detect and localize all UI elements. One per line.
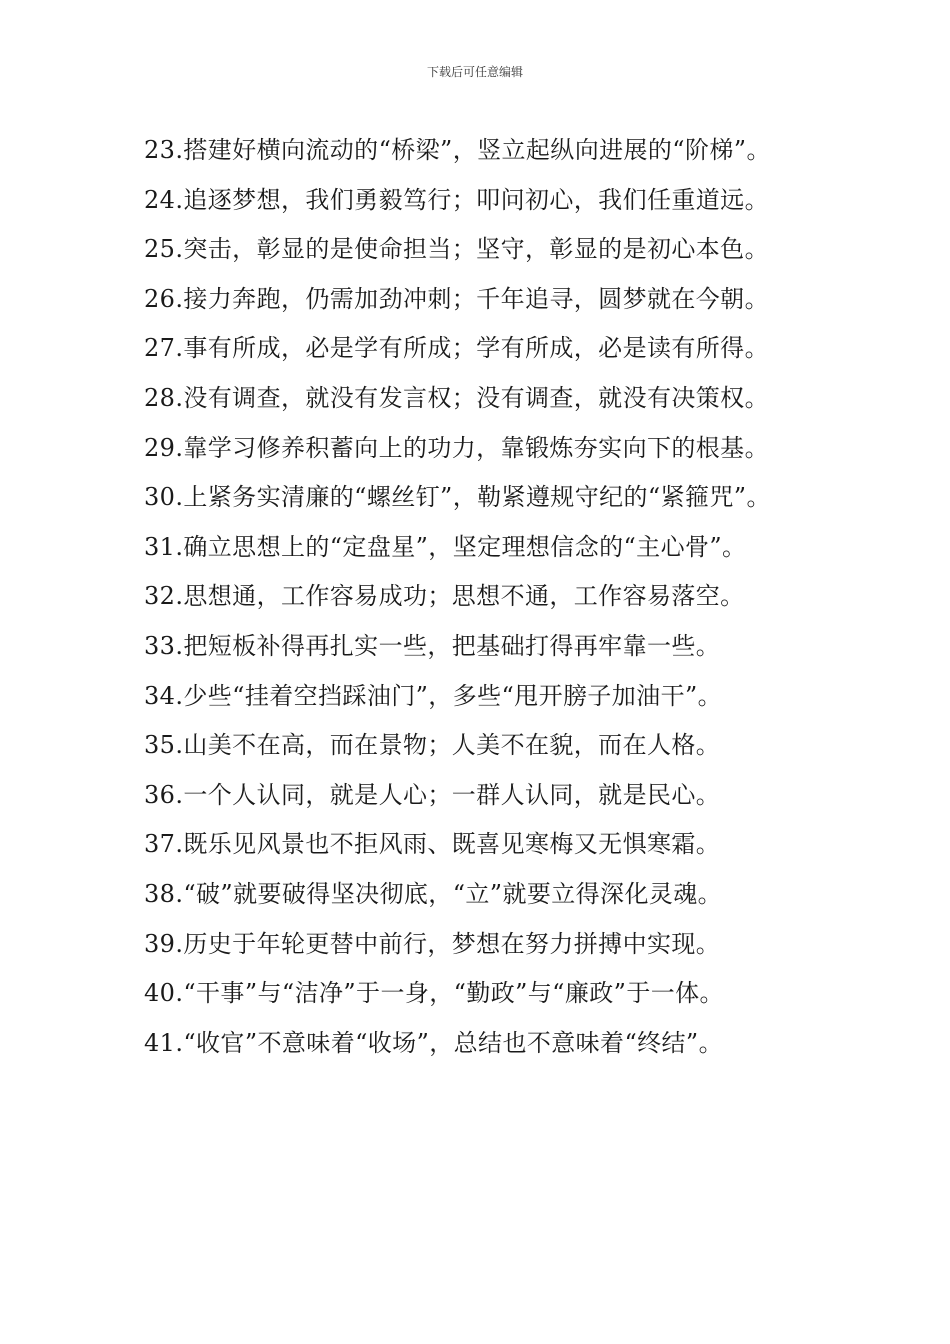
list-item: 31.确立思想上的“定盘星”，坚定理想信念的“主心骨”。	[144, 532, 747, 561]
page-header: 下载后可任意编辑	[426, 65, 523, 79]
list-item: 41.“收官”不意味着“收场”，总结也不意味着“终结”。	[144, 1028, 723, 1057]
document-body	[144, 126, 814, 1068]
list-item: 39.历史于年轮更替中前行，梦想在努力拼搏中实现。	[144, 929, 721, 958]
list-item: 26.接力奔跑，仍需加劲冲刺；千年追寻，圆梦就在今朝。	[144, 284, 769, 313]
list-item: 25.突击，彰显的是使命担当；坚守，彰显的是初心本色。	[144, 235, 769, 264]
list-item: 37.既乐见风景也不拒风雨、既喜见寒梅又无惧寒霜。	[144, 830, 721, 859]
list-item: 28.没有调查，就没有发言权；没有调查，就没有决策权。	[144, 383, 769, 412]
list-item: 30.上紧务实清廉的“螺丝钉”，勒紧遵规守纪的“紧箍咒”。	[144, 483, 771, 512]
list-item: 34.少些“挂着空挡踩油门”，多些“甩开膀子加油干”。	[144, 681, 723, 710]
list-item: 36.一个人认同，就是人心；一群人认同，就是民心。	[144, 780, 721, 809]
list-item: 23.搭建好横向流动的“桥梁”，竖立起纵向进展的“阶梯”。	[144, 136, 771, 164]
list-item: 29.靠学习修养积蓄向上的功力，靠锻炼夯实向下的根基。	[144, 433, 769, 462]
list-item: 32.思想通，工作容易成功；思想不通，工作容易落空。	[144, 582, 745, 611]
list-item: 27.事有所成，必是学有所成；学有所成，必是读有所得。	[144, 334, 769, 363]
list-item: 24.追逐梦想，我们勇毅笃行；叩问初心，我们任重道远。	[144, 185, 769, 214]
list-item: 40.“干事”与“洁净”于一身，“勤政”与“廉政”于一体。	[144, 979, 724, 1008]
list-item: 38.“破”就要破得坚决彻底，“立”就要立得深化灵魂。	[144, 879, 723, 908]
list-item: 33.把短板补得再扎实一些，把基础打得再牢靠一些。	[144, 631, 721, 660]
list-item: 35.山美不在高，而在景物；人美不在貌，而在人格。	[144, 731, 721, 760]
